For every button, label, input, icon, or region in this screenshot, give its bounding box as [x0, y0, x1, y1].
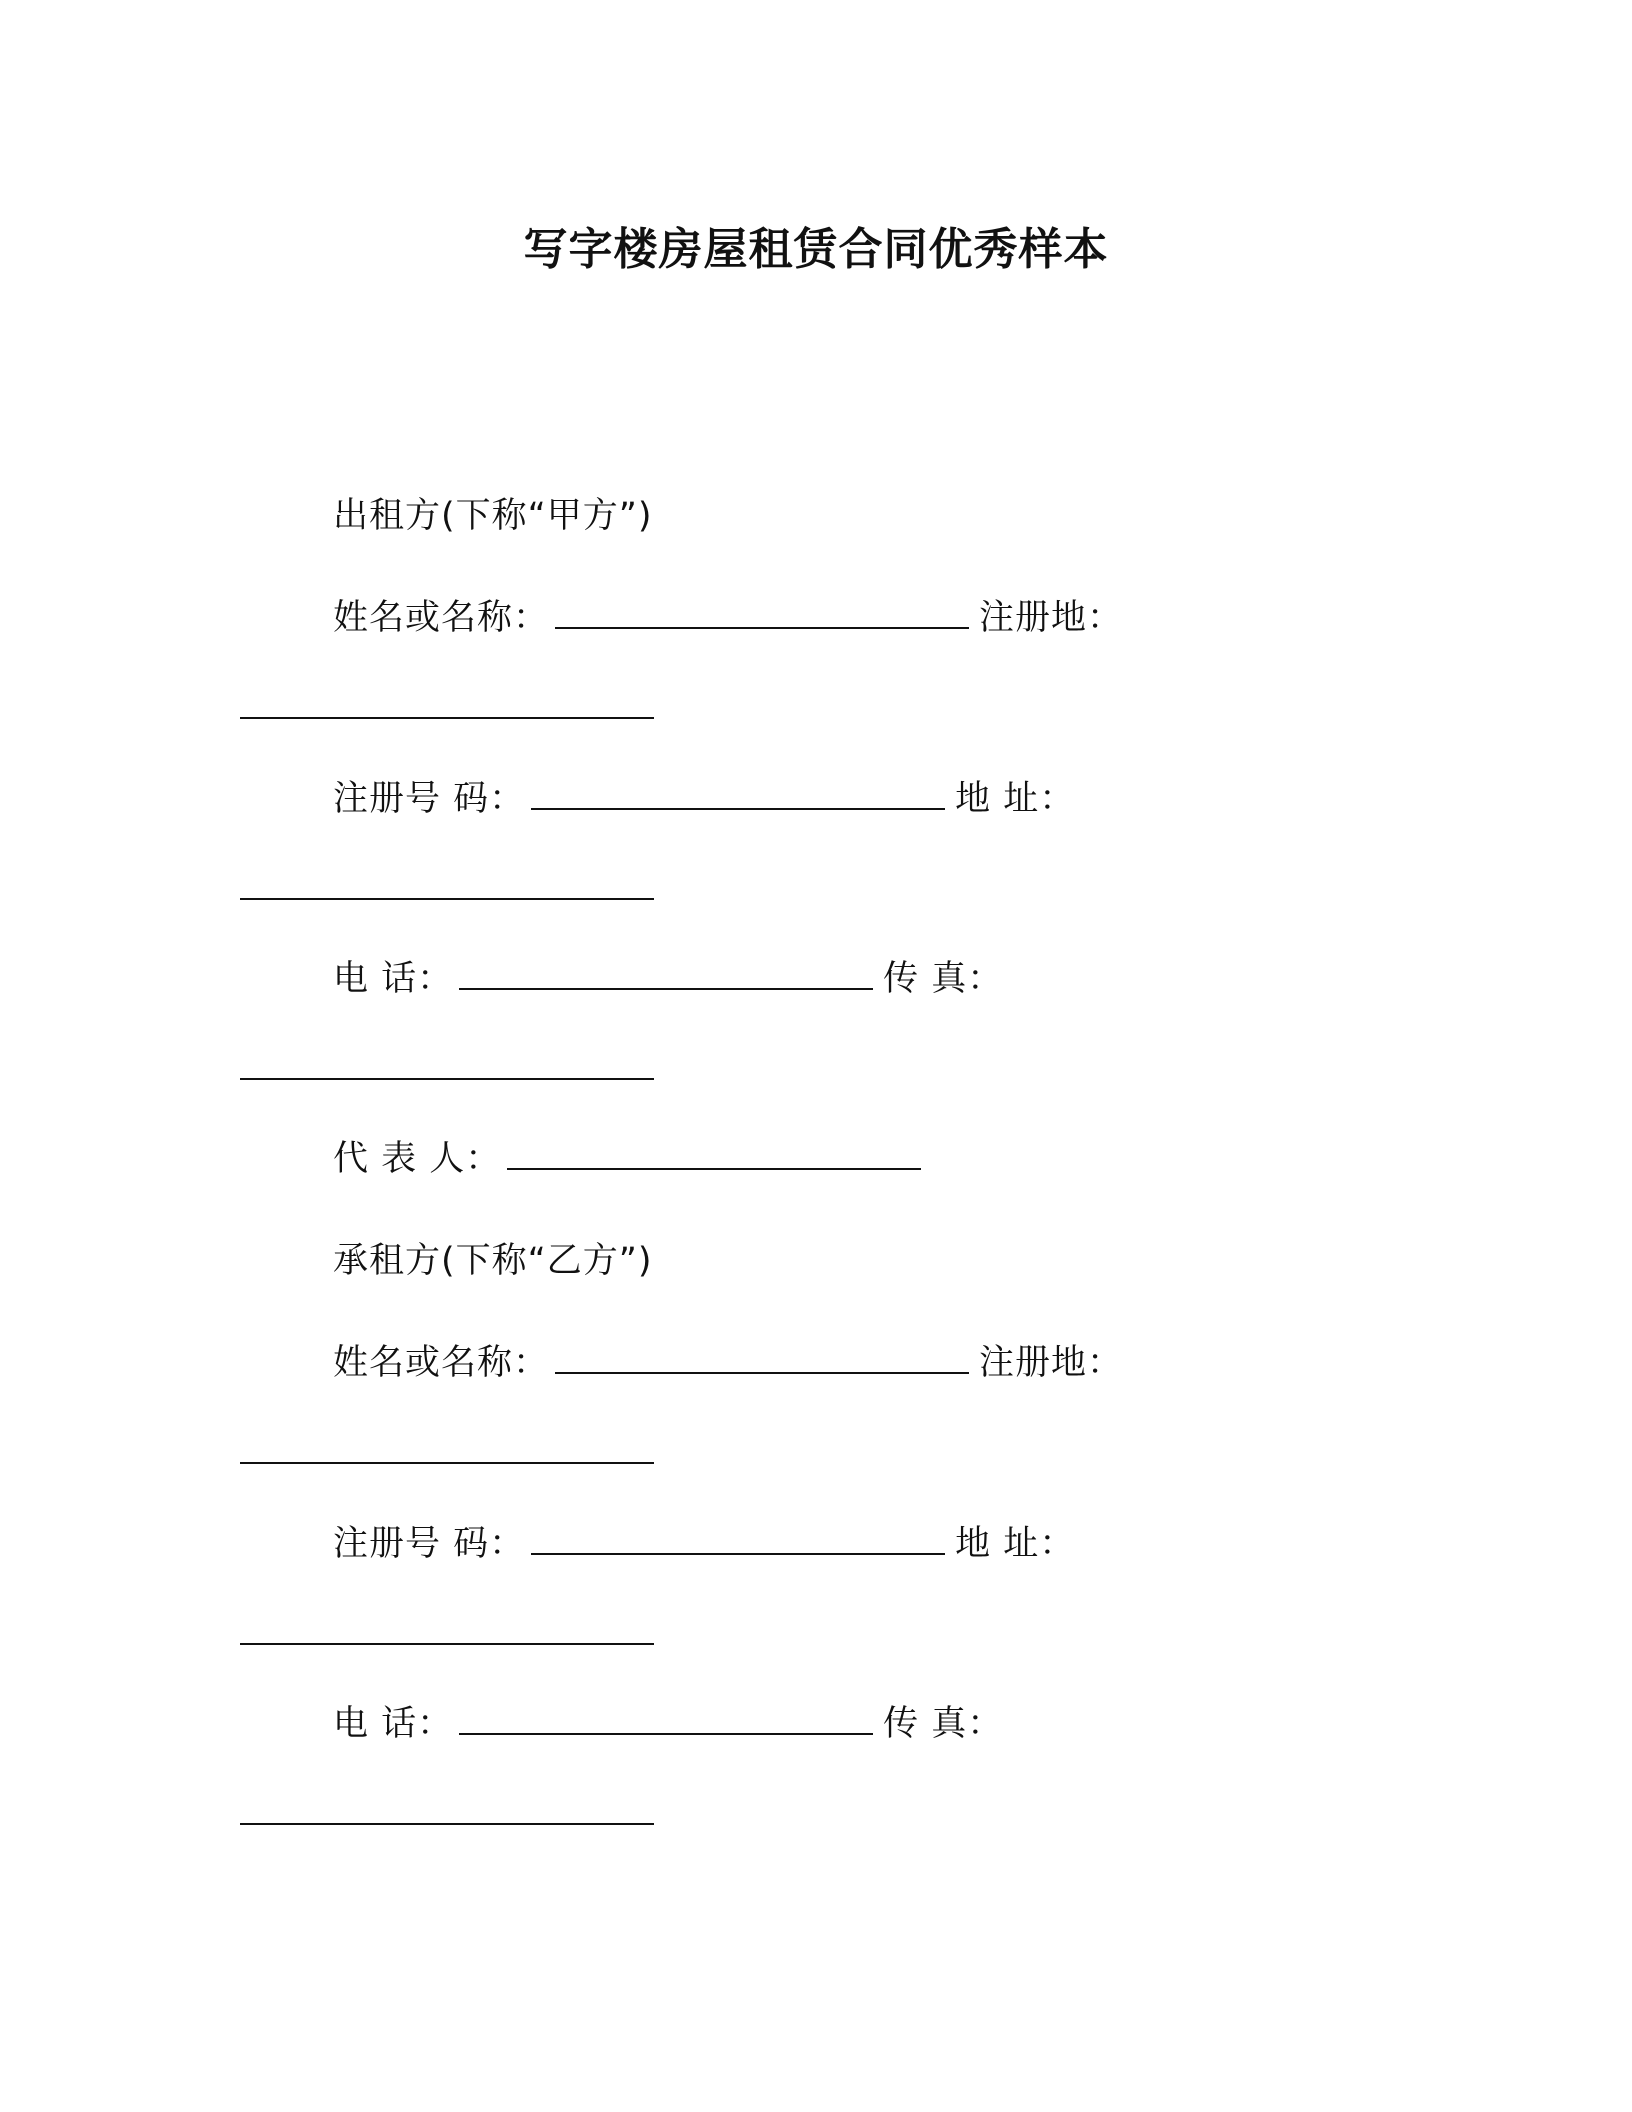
- party-a-name-blank[interactable]: [555, 595, 969, 629]
- party-a-reg-no-row: [333, 776, 1075, 822]
- party-a-reg-no-label: 注册号 码：: [333, 779, 526, 819]
- party-a-reg-place-blank[interactable]: [240, 685, 654, 719]
- party-a-phone-label: 电 话：: [333, 959, 454, 999]
- party-a-reg-place-label: 注册地：: [979, 598, 1124, 638]
- page-title: 写字楼房屋租赁合同优秀样本: [523, 224, 1109, 275]
- party-a-name-row: [333, 595, 1123, 641]
- party-b-phone-row: [333, 1701, 1003, 1747]
- party-a-rep-label: 代 表 人：: [333, 1139, 502, 1179]
- party-b-name-label: 姓名或名称：: [333, 1343, 550, 1383]
- party-b-fax-label: 传 真：: [883, 1704, 1004, 1744]
- party-b-reg-place-row: [240, 1430, 654, 1476]
- party-a-address-row: [240, 866, 654, 912]
- party-b-heading: 承租方(下称“乙方”): [333, 1241, 653, 1281]
- party-b-phone-label: 电 话：: [333, 1704, 454, 1744]
- party-b-reg-no-label: 注册号 码：: [333, 1524, 526, 1564]
- party-a-phone-blank[interactable]: [459, 956, 873, 990]
- party-a-address-blank[interactable]: [240, 866, 654, 900]
- party-b-reg-no-row: [333, 1521, 1075, 1567]
- party-b-address-label: 地 址：: [955, 1524, 1076, 1564]
- party-a-fax-row: [240, 1046, 654, 1092]
- party-a-rep-blank[interactable]: [507, 1136, 921, 1170]
- party-b-reg-no-blank[interactable]: [531, 1521, 945, 1555]
- party-a-address-label: 地 址：: [955, 779, 1076, 819]
- party-a-fax-label: 传 真：: [883, 959, 1004, 999]
- party-b-reg-place-blank[interactable]: [240, 1430, 654, 1464]
- party-a-rep-row: [333, 1136, 931, 1182]
- party-a-reg-no-blank[interactable]: [531, 776, 945, 810]
- party-a-reg-place-row: [240, 685, 654, 731]
- party-b-fax-row: [240, 1791, 654, 1837]
- party-b-name-blank[interactable]: [555, 1340, 969, 1374]
- party-a-heading: 出租方(下称“甲方”): [333, 496, 653, 536]
- party-a-phone-row: [333, 956, 1003, 1002]
- party-a-fax-blank[interactable]: [240, 1046, 654, 1080]
- party-b-phone-blank[interactable]: [459, 1701, 873, 1735]
- party-b-fax-blank[interactable]: [240, 1791, 654, 1825]
- party-b-name-row: [333, 1340, 1123, 1386]
- party-b-address-blank[interactable]: [240, 1611, 654, 1645]
- party-b-reg-place-label: 注册地：: [979, 1343, 1124, 1383]
- party-a-name-label: 姓名或名称：: [333, 598, 550, 638]
- party-b-address-row: [240, 1611, 654, 1657]
